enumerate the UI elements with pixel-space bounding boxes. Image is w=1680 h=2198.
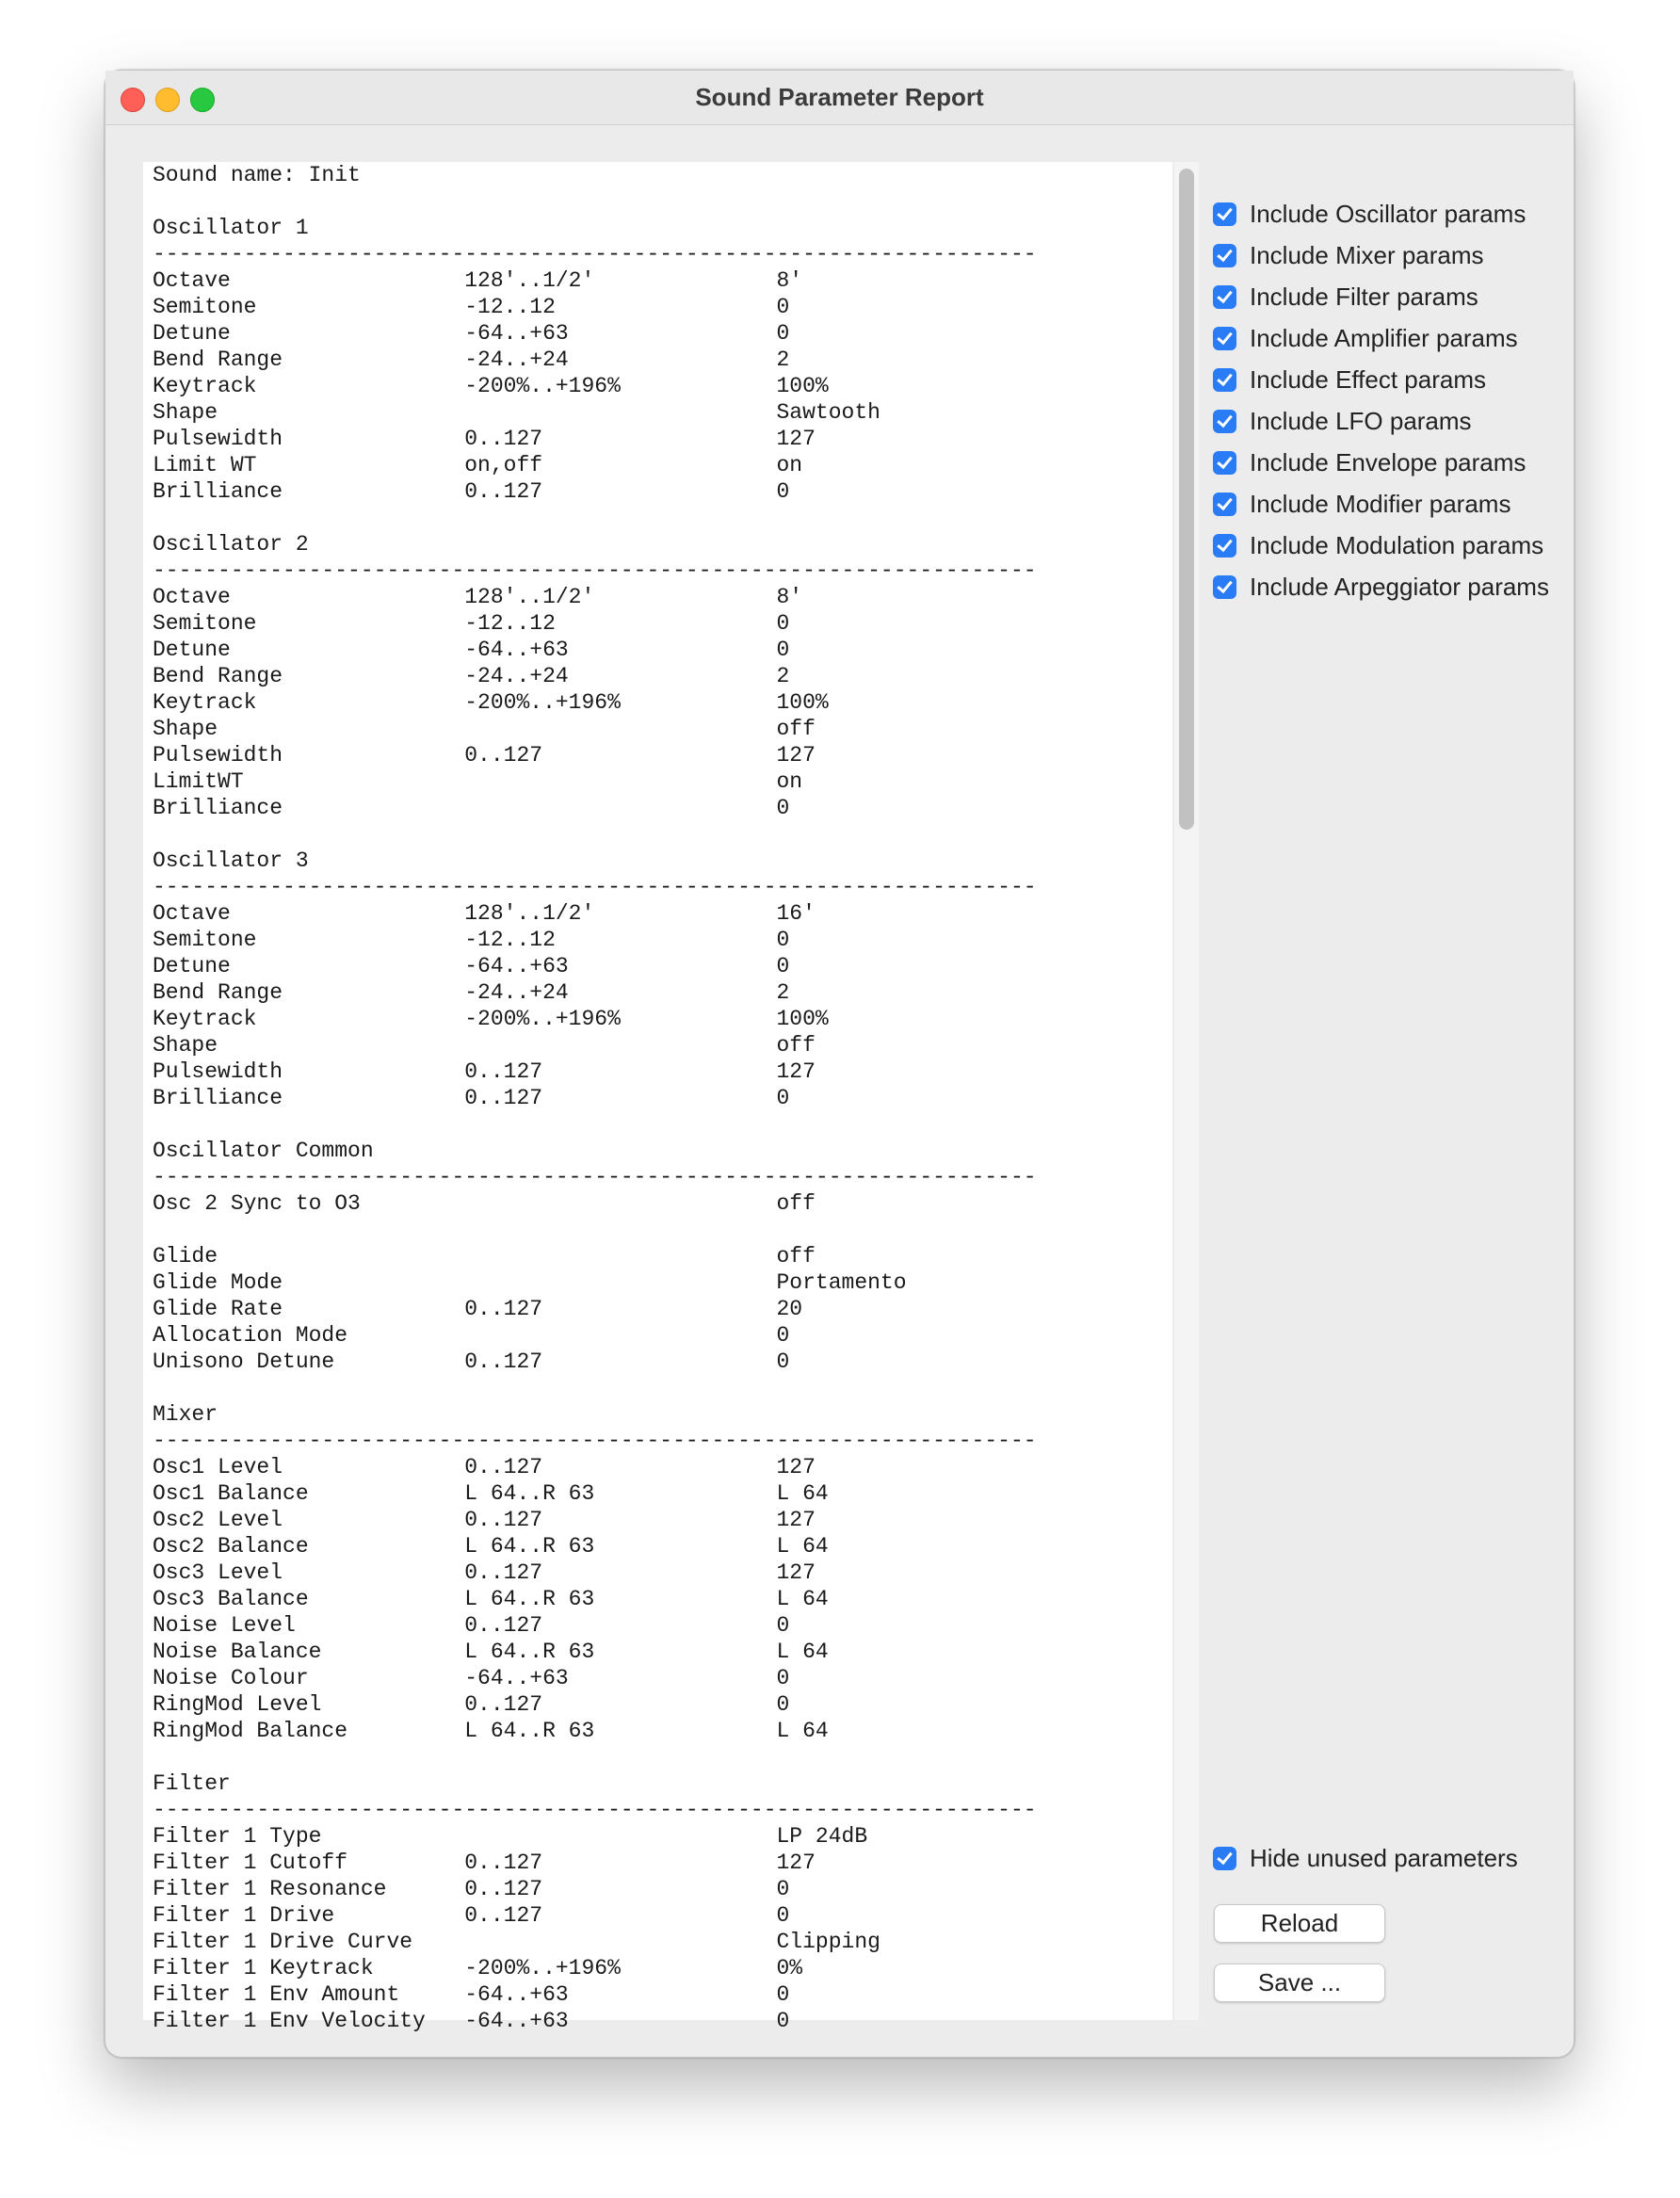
checkbox-label: Include Envelope params bbox=[1250, 447, 1527, 477]
checkbox-checked-icon[interactable] bbox=[1213, 327, 1236, 350]
include-amplifier-checkbox[interactable] bbox=[1213, 317, 1549, 359]
include-filter-checkbox[interactable] bbox=[1213, 276, 1549, 317]
include-mixer-checkbox[interactable] bbox=[1213, 234, 1549, 276]
title-bar[interactable] bbox=[105, 71, 1574, 125]
checkbox-label: Hide unused parameters bbox=[1250, 1843, 1518, 1872]
include-modulation-checkbox[interactable] bbox=[1213, 525, 1549, 566]
report-text: Sound name: Init Oscillator 1 -------------------------------------------------------------------- Octave 128'..1/2' 8' Semitone -12..12 0 Detune -64..+63 0 Bend Range -24..+24 2 Keytrack -200%..+196% 100% Shape Sawtooth Pulsewidth 0..127 127 Limit WT on,off on Brilliance 0..127 0 Oscillator 2 -------------------------------------------------------------------- Octave 128'..1/2' 8' Semitone -12..12 0 Detune -64..+63 0 Bend Range -24..+24 2 Keytrack -200%..+196% 100% Shape off Pulsewidth 0..127 127 LimitWT on Brilliance 0 Oscillator 3 -------------------------------------------------------------------- Octave 128'..1/2' 16' Semitone -12..12 0 Detune -64..+63 0 Bend Range -24..+24 2 Keytrack -200%..+196% 100% Shape off Pulsewidth 0..127 127 Brilliance 0..127 0 Oscillator Common -------------------------------------------------------------------- Osc 2 Sync to O3 off Glide off Glide Mode Portamento Glide Rate 0..127 20 Allocation Mode 0 Unisono Detune 0..127 0 Mixer -------------------------------------------------------------------- Osc1 Level 0..127 127 Osc1 Balance L 64..R 63 L 64 Osc2 Level 0..127 127 Osc2 Balance L 64..R 63 L 64 Osc3 Level 0..127 127 Osc3 Balance L 64..R 63 L 64 Noise Level 0..127 0 Noise Balance L 64..R 63 L 64 Noise Colour -64..+63 0 RingMod Level 0..127 0 RingMod Balance L 64..R 63 L 64 Filter -------------------------------------------------------------------- Filter 1 Type LP 24dB Filter 1 Cutoff 0..127 127 Filter 1 Resonance 0..127 0 Filter 1 Drive 0..127 0 Filter 1 Drive Curve Clipping Filter 1 Keytrack -200%..+196% 0% Filter 1 Env Amount -64..+63 0 Filter 1 Env Velocity -64..+63 0 bbox=[153, 163, 1037, 2033]
window-title: Sound Parameter Report bbox=[695, 83, 984, 111]
include-envelope-checkbox[interactable] bbox=[1213, 442, 1549, 483]
checkbox-checked-icon[interactable] bbox=[1213, 493, 1236, 516]
checkbox-checked-icon[interactable] bbox=[1213, 410, 1236, 433]
checkbox-label: Include Filter params bbox=[1250, 282, 1478, 311]
checkbox-label: Include Oscillator params bbox=[1250, 199, 1527, 228]
report-scrollbar-thumb[interactable] bbox=[1179, 169, 1194, 830]
hide-unused-checkbox[interactable] bbox=[1213, 1837, 1518, 1879]
checkbox-label: Include LFO params bbox=[1250, 406, 1472, 435]
include-effect-checkbox[interactable] bbox=[1213, 359, 1549, 400]
checkbox-checked-icon[interactable] bbox=[1213, 368, 1236, 392]
checkbox-label: Include Modifier params bbox=[1250, 489, 1511, 518]
checkbox-checked-icon[interactable] bbox=[1213, 575, 1236, 599]
checkbox-label: Include Modulation params bbox=[1250, 530, 1544, 559]
checkbox-checked-icon[interactable] bbox=[1213, 1847, 1236, 1870]
include-arpeggiator-checkbox[interactable] bbox=[1213, 566, 1549, 607]
checkbox-label: Include Effect params bbox=[1250, 364, 1486, 394]
checkbox-checked-icon[interactable] bbox=[1213, 285, 1236, 309]
checkbox-checked-icon[interactable] bbox=[1213, 534, 1236, 558]
include-options bbox=[1213, 193, 1549, 607]
checkbox-label: Include Mixer params bbox=[1250, 240, 1484, 269]
include-oscillator-checkbox[interactable] bbox=[1213, 193, 1549, 234]
checkbox-checked-icon[interactable] bbox=[1213, 244, 1236, 267]
reload-button[interactable]: Reload bbox=[1214, 1904, 1385, 1943]
checkbox-label: Include Arpeggiator params bbox=[1250, 572, 1549, 601]
checkbox-checked-icon[interactable] bbox=[1213, 202, 1236, 226]
report-text-area[interactable] bbox=[143, 162, 1172, 2033]
report-window bbox=[105, 70, 1575, 2058]
checkbox-checked-icon[interactable] bbox=[1213, 451, 1236, 475]
include-lfo-checkbox[interactable] bbox=[1213, 400, 1549, 442]
checkbox-label: Include Amplifier params bbox=[1250, 323, 1518, 352]
save-button[interactable]: Save ... bbox=[1214, 1964, 1385, 2002]
include-modifier-checkbox[interactable] bbox=[1213, 483, 1549, 525]
